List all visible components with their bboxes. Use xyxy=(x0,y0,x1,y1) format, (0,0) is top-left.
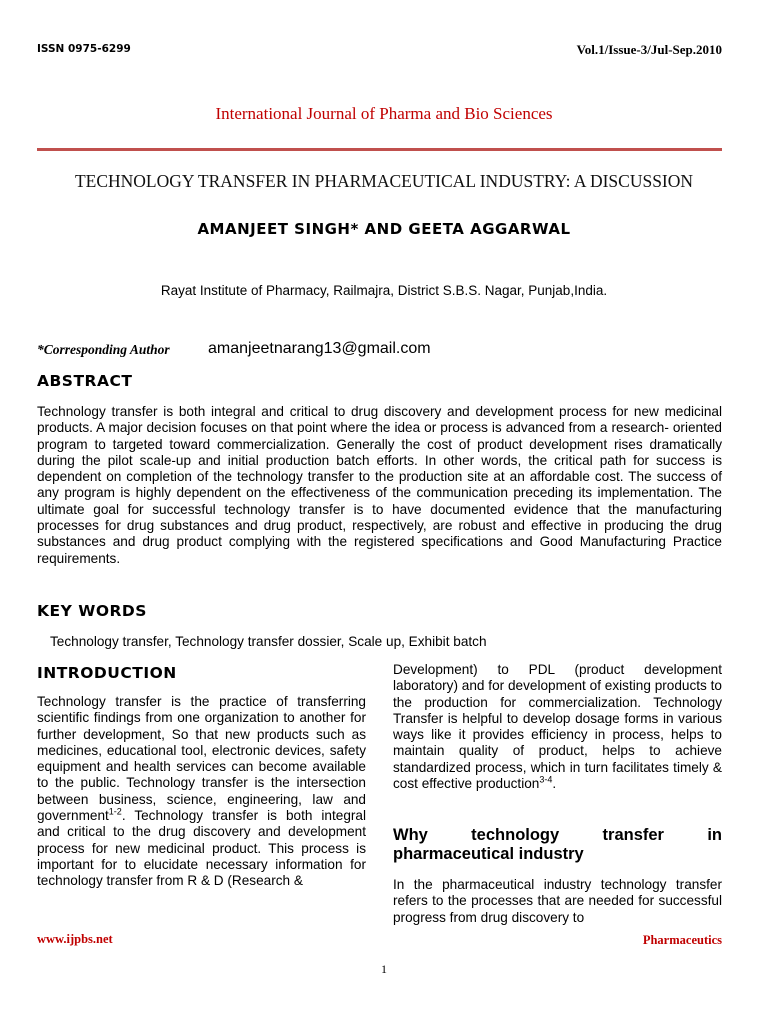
why-text: In the pharmaceutical industry technology transfer refers to the processes that are needed for successful progress from drug discovery to xyxy=(393,877,722,925)
introduction-heading: INTRODUCTION xyxy=(37,664,177,682)
article-title: TECHNOLOGY TRANSFER IN PHARMACEUTICAL INDUSTRY: A DISCUSSION xyxy=(74,171,694,191)
abstract-text: Technology transfer is both integral and critical to drug discovery and development process for new medicinal products. A major decision focuses on that point where the idea or process is advanced from a research- oriented program to targeted toward commercialization. Generally the cost of product development rises dramatically during the pilot scale-up and initial production batch efforts. In other words, the critical path for success is dependent on completion of the technology transfer to the production site at an affordable cost. The success of any program is highly dependent on the effectiveness of the communication preceding its implementation. The ultimate goal for successful technology transfer is to have documented evidence that the manufacturing processes for drug substances and drug product, respectively, are robust and effective in producing the drug substances and drug product complying with the registered specifications and Good Manufacturing Practice requirements. xyxy=(37,404,722,566)
page-number: 1 xyxy=(381,962,387,976)
keywords-heading: KEY WORDS xyxy=(37,602,147,620)
header-divider xyxy=(37,148,722,151)
introduction-right-column xyxy=(393,662,722,792)
intro-right-text-2: . xyxy=(552,776,557,792)
affiliation: Rayat Institute of Pharmacy, Railmajra, District S.B.S. Nagar, Punjab,India. xyxy=(160,283,608,298)
intro-left-text-2: . Technology transfer is both integral and critical to the drug discovery and development process for new medicinal product. This process is important for to elucidate necessary information for technology transfer from R & D (Research & xyxy=(37,808,366,889)
authors: AMANJEET SINGH* AND GEETA AGGARWAL xyxy=(197,220,571,238)
section-label: Pharmaceutics xyxy=(642,933,722,947)
introduction-left-column xyxy=(37,694,366,890)
corresponding-email: amanjeetnarang13@gmail.com xyxy=(208,340,431,357)
volume-issue: Vol.1/Issue-3/Jul-Sep.2010 xyxy=(576,42,722,57)
issn: ISSN 0975-6299 xyxy=(37,43,131,55)
journal-website: www.ijpbs.net xyxy=(37,932,113,946)
keywords-text: Technology transfer, Technology transfer dossier, Scale up, Exhibit batch xyxy=(50,634,487,649)
journal-name: International Journal of Pharma and Bio Sciences xyxy=(215,104,553,123)
corresponding-label: *Corresponding Author xyxy=(37,342,170,357)
citation-ref: 1-2 xyxy=(108,806,122,817)
intro-left-text-1: Technology transfer is the practice of transferring scientific findings from one organization to another for further development, So that new products such as medicines, educational tool, electronic devices, safety equipment and health services can become available to the public. Technology transfer is the intersection between business, science, engineering, law and government xyxy=(37,694,366,824)
abstract-heading: ABSTRACT xyxy=(37,372,133,390)
why-subheading: Why technology transfer in pharmaceutical industry xyxy=(393,826,722,863)
citation-ref: 3-4 xyxy=(539,774,553,785)
intro-right-text-1: Development) to PDL (product development laboratory) and for development of existing products to the production for commercialization. Technology Transfer is helpful to develop dosage forms in various ways like it provides efficiency in process, helps to maintain quality of product, helps to achieve standardized process, which in turn facilitates timely & cost effective production xyxy=(393,662,722,792)
